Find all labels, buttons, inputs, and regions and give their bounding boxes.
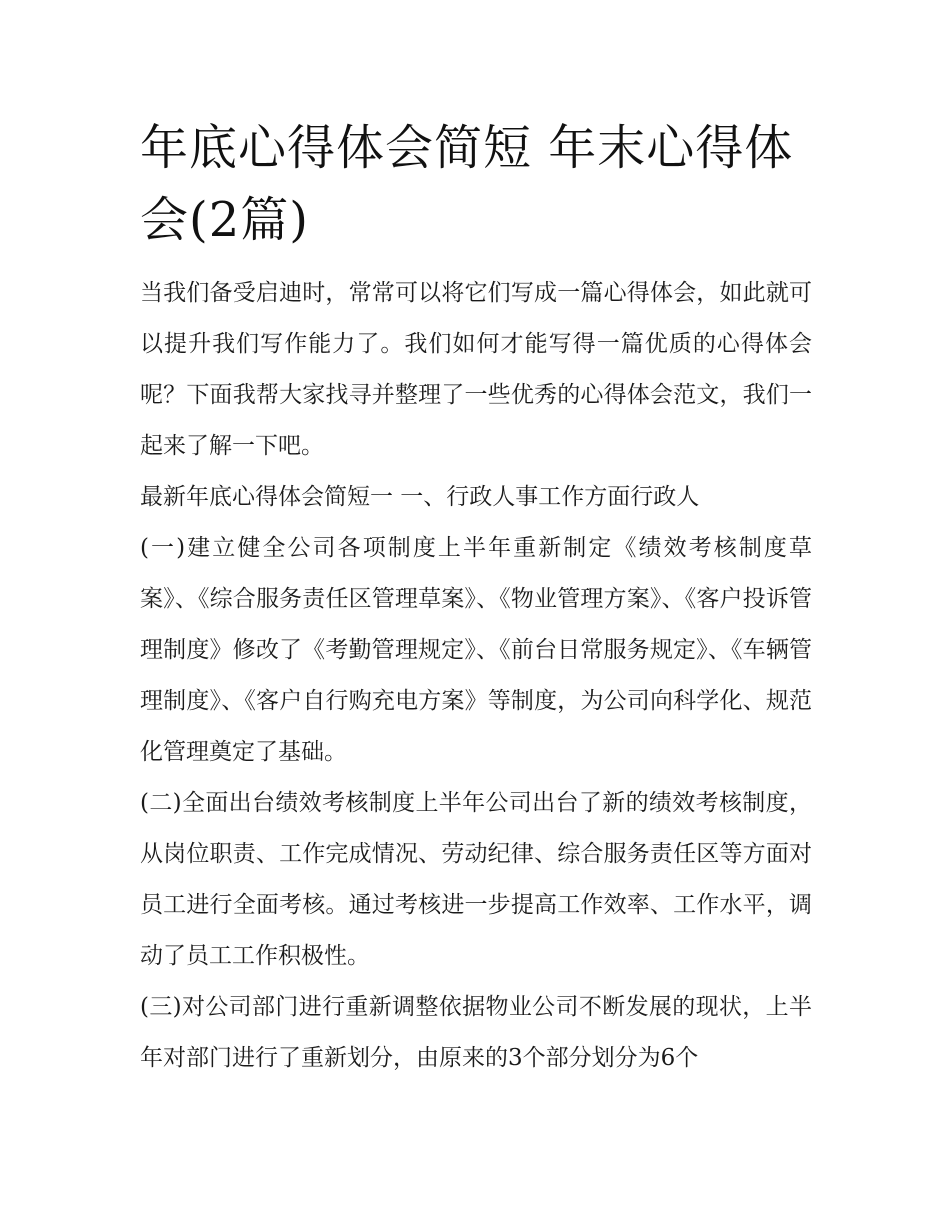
item-two-paragraph: (二)全面出台绩效考核制度上半年公司出台了新的绩效考核制度，从岗位职责、工作完成情况、劳动纪律、综合服务责任区等方面对员工进行全面考核。通过考核进一步提高工作效率、工作水平，调动了员工工作积极性。 <box>140 790 812 969</box>
intro-paragraph: 当我们备受启迪时，常常可以将它们写成一篇心得体会，如此就可以提升我们写作能力了。我们如何才能写得一篇优质的心得体会呢？下面我帮大家找寻并整理了一些优秀的心得体会范文，我们一起来了解一下吧。 <box>140 280 812 459</box>
section-heading-paragraph: 最新年底心得体会简短一 一、行政人事工作方面行政人 <box>140 484 700 510</box>
item-three-paragraph: (三)对公司部门进行重新调整依据物业公司不断发展的现状，上半年对部门进行了重新划分，由原来的3个部分划分为6个 <box>140 994 812 1071</box>
document-body <box>140 268 812 1084</box>
document-title: 年底心得体会简短 年末心得体会(2篇) <box>140 120 794 248</box>
item-one-paragraph: (一)建立健全公司各项制度上半年重新制定《绩效考核制度草案》、《综合服务责任区管理草案》、《物业管理方案》、《客户投诉管理制度》修改了《考勤管理规定》、《前台日常服务规定》、《车辆管理制度》、《客户自行购充电方案》等制度，为公司向科学化、规范化管理奠定了基础。 <box>140 535 812 765</box>
document-page <box>140 112 812 1084</box>
